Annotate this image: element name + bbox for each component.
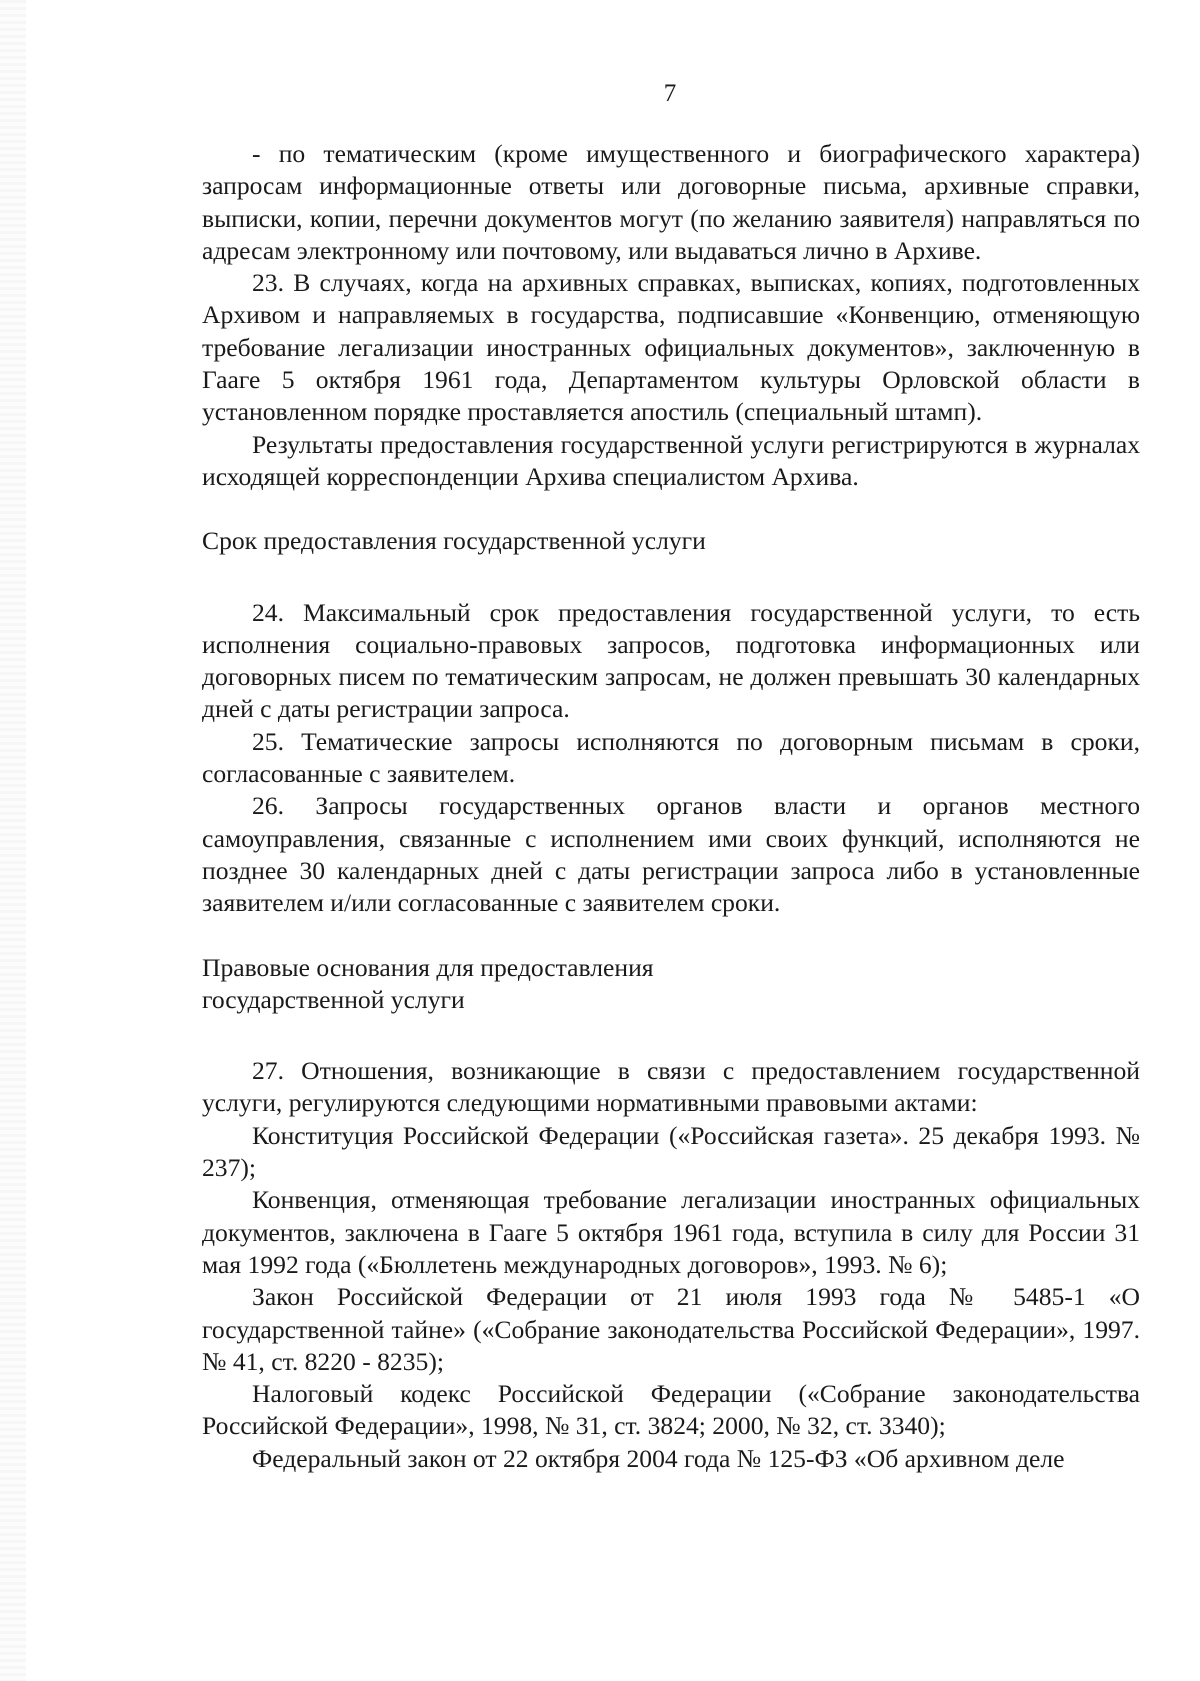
paragraph: - по тематическим (кроме имущественного и биографического характера) запросам информационные ответы или договорные письма, архивные справки, выписки, копии, перечни документов могут (по желанию заявителя) направляться по адресам электронному или почтовому, или выдаваться лично в Архиве.	[202, 139, 1140, 265]
page-number: 7	[663, 80, 677, 107]
section-heading-legal-line2: государственной услуги	[202, 984, 465, 1014]
paragraph: 26. Запросы государственных органов власти и органов местного самоуправления, связанные с исполнением ими своих функций, исполняются не позднее 30 календарных дней с даты регистрации запроса либо в установленные заявителем и/или согласованные с заявителем сроки.	[202, 791, 1140, 918]
scan-edge-artifact	[0, 0, 26, 1681]
paragraph: Налоговый кодекс Российской Федерации («Собрание законодательства Российской Федерации», 1998, № 31, ст. 3824; 2000, № 32, ст. 3340);	[202, 1379, 1140, 1441]
paragraph: 23. В случаях, когда на архивных справках, выписках, копиях, подготовленных Архивом и направляемых в государства, подписавшие «Конвенцию, отменяющую требование легализации иностранных официальных документов», заключенную в Гааге 5 октября 1961 года, Департаментом культуры Орловской области в установленном порядке проставляется апостиль (специальный штамп).	[202, 268, 1140, 427]
paragraph: 24. Максимальный срок предоставления государственной услуги, то есть исполнения социально-правовых запросов, подготовка информационных или договорных писем по тематическим запросам, не должен превышать 30 календарных дней с даты регистрации запроса.	[202, 597, 1140, 724]
section-heading-legal-line1: Правовые основания для предоставления	[202, 952, 654, 982]
paragraph: Федеральный закон от 22 октября 2004 года № 125-ФЗ «Об архивном деле	[252, 1443, 1065, 1473]
paragraph: Закон Российской Федерации от 21 июля 1993 года № 5485-1 «О государственной тайне» («Собрание законодательства Российской Федерации», 1997. № 41, ст. 8220 - 8235);	[202, 1282, 1140, 1376]
paragraph: Результаты предоставления государственной услуги регистрируются в журналах исходящей корреспонденции Архива специалистом Архива.	[202, 429, 1140, 491]
paragraph: Конституция Российской Федерации («Российская газета». 25 декабря 1993. № 237);	[202, 1120, 1140, 1183]
paragraph: Конвенция, отменяющая требование легализации иностранных официальных документов, заключена в Гааге 5 октября 1961 года, вступила в силу для России 31 мая 1992 года («Бюллетень международных договоров», 1993. № 6);	[202, 1185, 1140, 1279]
document-body	[202, 138, 1140, 1475]
paragraph: 27. Отношения, возникающие в связи с предоставлением государственной услуги, регулируются следующими нормативными правовыми актами:	[202, 1056, 1140, 1118]
section-heading-term: Срок предоставления государственной услуги	[202, 526, 706, 556]
paragraph: 25. Тематические запросы исполняются по договорным письмам в сроки, согласованные с заявителем.	[202, 726, 1140, 789]
